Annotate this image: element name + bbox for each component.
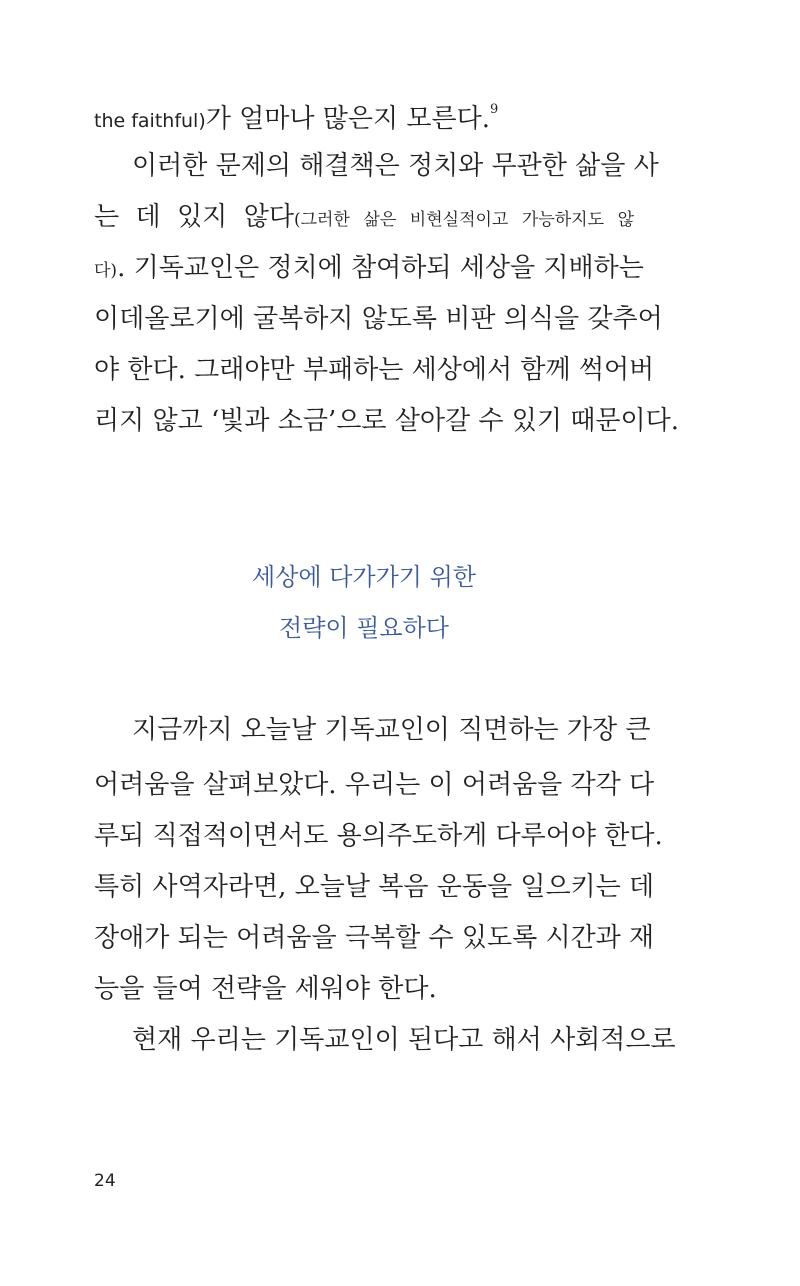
paragraph-3-line-3: 루되 직접적이면서도 용의주도하게 다루어야 한다. [94, 821, 663, 851]
page-number: 24 [94, 1171, 116, 1191]
body-text: 가 얼마나 많은지 모른다. [205, 104, 490, 134]
paragraph-2-line-6: 리지 않고 ‘빛과 소금’으로 살아갈 수 있기 때문이다. [94, 406, 679, 436]
paragraph-2-line-3 [94, 248, 644, 291]
paragraph-2-line-5: 야 한다. 그래야만 부패하는 세상에서 함께 썩어버 [94, 355, 655, 385]
paragraph-3-line-4: 특히 사역자라면, 오늘날 복음 운동을 일으키는 데 [94, 872, 655, 902]
paragraph-3-line-2: 어려움을 살펴보았다. 우리는 이 어려움을 각각 다 [94, 770, 655, 800]
paragraph-2-line-1: 이러한 문제의 해결책은 정치와 무관한 삶을 사 [132, 151, 659, 181]
parenthetical-note: (그러한 삶은 비현실적이고 가능하지도 않 [293, 210, 634, 230]
footnote-marker: 9 [489, 102, 499, 117]
paragraph-4-line-1: 현재 우리는 기독교인이 된다고 해서 사회적으로 [132, 1025, 676, 1055]
english-term: the faithful) [94, 110, 206, 132]
section-heading-line-1: 세상에 다가가기 위한 [252, 563, 476, 591]
body-text: . 기독교인은 정치에 참여하되 세상을 지배하는 [117, 253, 644, 283]
section-heading-line-2: 전략이 필요하다 [279, 614, 449, 642]
paragraph-3-line-6: 능을 들여 전략을 세워야 한다. [94, 974, 437, 1004]
paragraph-2-line-4: 이데올로기에 굴복하지 않도록 비판 의식을 갖추어 [94, 304, 663, 334]
paragraph-continuation-line [94, 90, 634, 141]
paragraph-2-line-2 [94, 197, 634, 240]
body-text: 는 데 있지 않다 [94, 202, 294, 232]
paragraph-3-line-5: 장애가 되는 어려움을 극복할 수 있도록 시간과 재 [94, 923, 655, 953]
paragraph-3-line-1: 지금까지 오늘날 기독교인이 직면하는 가장 큰 [132, 715, 651, 745]
parenthetical-note-end: 다) [94, 261, 118, 281]
